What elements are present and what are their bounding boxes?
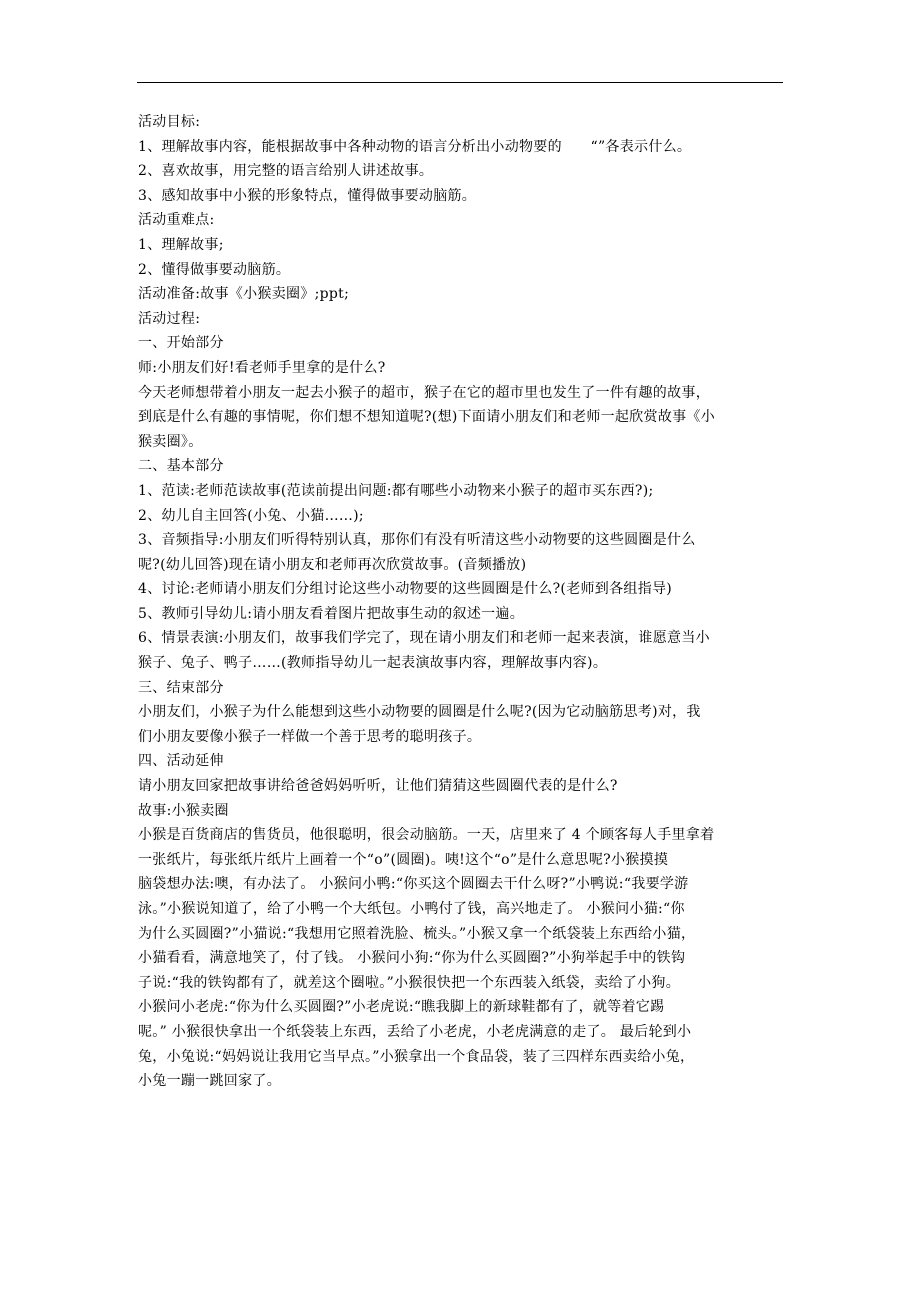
text-line: 三、结束部分: [138, 679, 224, 696]
text-line: 活动准备:故事《小猴卖圈》;ppt;: [138, 286, 350, 303]
text-line: 小朋友们，小猴子为什么能想到这些小动物要的圆圈是什么呢?(因为它动脑筋思考)对，我: [138, 704, 701, 721]
text-line: 活动目标:: [138, 114, 201, 130]
text-line: 一、开始部分: [138, 335, 224, 352]
text-line: 2、懂得做事要动脑筋。: [138, 261, 291, 278]
text-line: 活动过程:: [138, 310, 201, 327]
text-line: 故事:小猴卖圈: [138, 802, 229, 819]
text-line: 2、幼儿自主回答(小兔、小猫……);: [138, 507, 364, 524]
text-line: 2、喜欢故事，用完整的语言给别人讲述故事。: [138, 163, 434, 180]
text-line: 小猴是百货商店的售货员，他很聪明，很会动脑筋。一天，店里来了 4 个顾客每人手里拿着: [138, 827, 715, 844]
text-line: 兔，小兔说:“妈妈说让我用它当早点。”小猴拿出一个食品袋，装了三四样东西卖给小兔，: [138, 1048, 695, 1065]
text-line: 6、情景表演:小朋友们，故事我们学完了，现在请小朋友们和老师一起来表演，谁愿意当小: [138, 630, 710, 647]
text-line: 3、音频指导:小朋友们听得特别认真，那你们有没有听清这些小动物要的这些圆圈是什么: [138, 532, 696, 549]
text-line: 师:小朋友们好!看老师手里拿的是什么?: [138, 359, 386, 376]
header-rule: [137, 82, 783, 83]
text-line: 4、讨论:老师请小朋友们分组讨论这些小动物要的这些圆圈是什么?(老师到各组指导): [138, 581, 673, 598]
text-line: 泳。”小猴说知道了，给了小鸭一个大纸包。小鸭付了钱，高兴地走了。 小猴问小猫:“你: [138, 901, 685, 917]
text-line: 活动重难点:: [138, 212, 215, 229]
text-line: 请小朋友回家把故事讲给爸爸妈妈听听，让他们猜猜这些圆圈代表的是什么?: [138, 778, 618, 795]
text-line: 呢。” 小猴很快拿出一个纸袋装上东西，丢给了小老虎，小老虎满意的走了。 最后轮到小: [138, 1023, 692, 1040]
text-line: 们小朋友要像小猴子一样做一个善于思考的聪明孩子。: [138, 728, 482, 745]
text-line: 5、教师引导幼儿:请小朋友看着图片把故事生动的叙述一遍。: [138, 605, 525, 622]
text-line: 脑袋想办法:噢，有办法了。 小猴问小鸭:“你买这个圆圈去干什么呀?”小鸭说:“我要学游: [138, 876, 689, 893]
text-line: 3、感知故事中小猴的形象特点，懂得做事要动脑筋。: [138, 187, 477, 204]
text-line: 为什么买圆圈?”小猫说:“我想用它照着洗脸、梳头。”小猴又拿一个纸袋装上东西给小猫，: [138, 925, 696, 942]
text-line: 1、理解故事;: [138, 236, 224, 253]
text-line: 子说:“我的铁钩都有了，就差这个圈啦。”小猴很快把一个东西装入纸袋，卖给了小狗。: [138, 974, 681, 991]
text-line: 小猫看看，满意地笑了，付了钱。 小猴问小狗:“你为什么买圆圈?”小狗举起手中的铁钩: [138, 950, 686, 967]
text-line: 四、活动延伸: [138, 753, 224, 770]
text-line: 到底是什么有趣的事情呢，你们想不想知道呢?(想)下面请小朋友们和老师一起欣赏故事《小: [138, 409, 716, 426]
text-line: 小猴问小老虎:“你为什么买圆圈?”小老虎说:“瞧我脚上的新球鞋都有了，就等着它踢: [138, 999, 665, 1016]
text-line: 猴卖圈》。: [138, 433, 203, 450]
text-line: 呢?(幼儿回答)现在请小朋友和老师再次欣赏故事。(音频播放): [138, 556, 527, 573]
text-line: 二、基本部分: [138, 458, 224, 475]
text-line: 1、范读:老师范读故事(范读前提出问题:都有哪些小动物来小猴子的超市买东西?);: [138, 482, 654, 499]
document-body: [138, 110, 784, 1094]
text-line: 今天老师想带着小朋友一起去小猴子的超市，猴子在它的超市里也发生了一件有趣的故事，: [138, 384, 710, 401]
text-line: 一张纸片，每张纸片纸片上画着一个“ο”(圆圈)。咦!这个“ο”是什么意思呢?小猴摸摸: [138, 851, 669, 868]
text-line: 1、理解故事内容，能根据故事中各种动物的语言分析出小动物要的 “”各表示什么。: [138, 138, 692, 155]
text-line: 猴子、兔子、鸭子……(教师指导幼儿一起表演故事内容，理解故事内容)。: [138, 655, 608, 672]
text-line: 小兔一蹦一跳回家了。: [138, 1073, 281, 1090]
